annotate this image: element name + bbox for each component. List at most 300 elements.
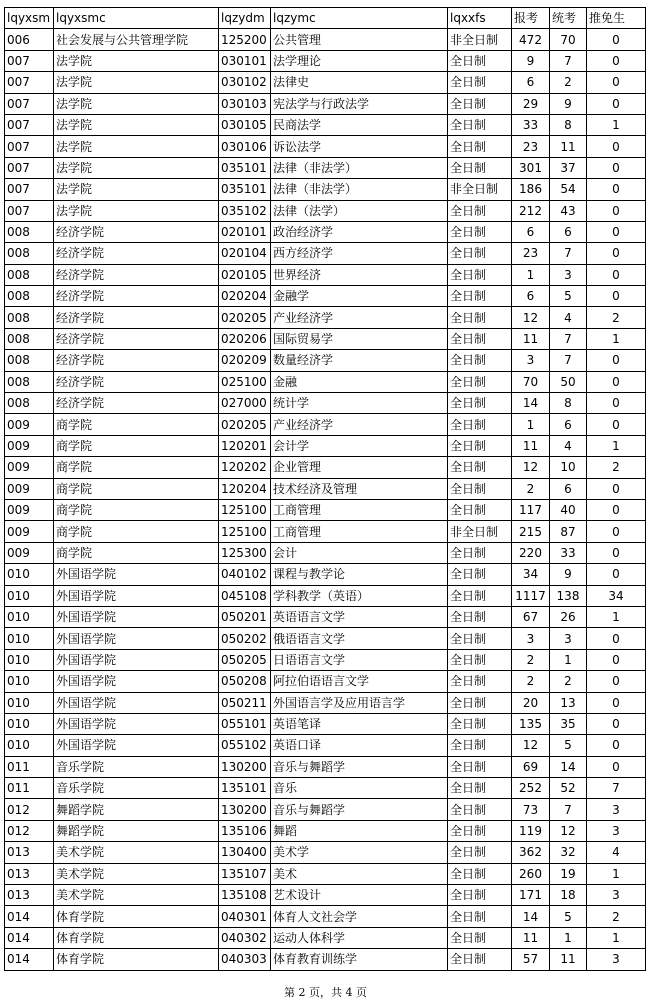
table-cell: 2 bbox=[587, 307, 646, 328]
table-cell: 008 bbox=[5, 393, 54, 414]
table-cell: 5 bbox=[550, 906, 587, 927]
table-cell: 美术学院 bbox=[54, 863, 219, 884]
table-row bbox=[5, 885, 646, 906]
table-cell: 商学院 bbox=[54, 457, 219, 478]
table-cell: 1 bbox=[587, 328, 646, 349]
table-cell: 外国语学院 bbox=[54, 735, 219, 756]
table-row bbox=[5, 671, 646, 692]
header-cell: 统考 bbox=[550, 8, 587, 29]
table-cell: 138 bbox=[550, 585, 587, 606]
table-cell: 125300 bbox=[219, 542, 271, 563]
table-cell: 全日制 bbox=[448, 628, 512, 649]
table-cell: 0 bbox=[587, 29, 646, 50]
table-cell: 2 bbox=[550, 671, 587, 692]
table-cell: 社会发展与公共管理学院 bbox=[54, 29, 219, 50]
table-cell: 西方经济学 bbox=[271, 243, 448, 264]
table-cell: 020209 bbox=[219, 350, 271, 371]
table-cell: 045108 bbox=[219, 585, 271, 606]
table-cell: 0 bbox=[587, 93, 646, 114]
table-cell: 全日制 bbox=[448, 435, 512, 456]
table-cell: 4 bbox=[550, 307, 587, 328]
table-row bbox=[5, 200, 646, 221]
table-cell: 英语口译 bbox=[271, 735, 448, 756]
table-cell: 010 bbox=[5, 606, 54, 627]
table-row bbox=[5, 585, 646, 606]
table-row bbox=[5, 927, 646, 948]
table-cell: 009 bbox=[5, 457, 54, 478]
table-row bbox=[5, 93, 646, 114]
table-cell: 全日制 bbox=[448, 756, 512, 777]
table-cell: 全日制 bbox=[448, 606, 512, 627]
table-cell: 135106 bbox=[219, 820, 271, 841]
table-cell: 7 bbox=[550, 799, 587, 820]
table-cell: 135107 bbox=[219, 863, 271, 884]
table-cell: 69 bbox=[512, 756, 550, 777]
table-cell: 9 bbox=[550, 564, 587, 585]
table-cell: 全日制 bbox=[448, 735, 512, 756]
table-cell: 120201 bbox=[219, 435, 271, 456]
table-cell: 全日制 bbox=[448, 50, 512, 71]
table-cell: 0 bbox=[587, 649, 646, 670]
table-cell: 12 bbox=[550, 820, 587, 841]
table-cell: 全日制 bbox=[448, 350, 512, 371]
table-cell: 6 bbox=[550, 478, 587, 499]
table-cell: 020105 bbox=[219, 264, 271, 285]
table-cell: 商学院 bbox=[54, 542, 219, 563]
table-cell: 商学院 bbox=[54, 435, 219, 456]
table-row bbox=[5, 564, 646, 585]
table-row bbox=[5, 499, 646, 520]
table-cell: 外国语学院 bbox=[54, 606, 219, 627]
table-cell: 125100 bbox=[219, 521, 271, 542]
table-cell: 010 bbox=[5, 649, 54, 670]
table-row bbox=[5, 799, 646, 820]
table-cell: 全日制 bbox=[448, 842, 512, 863]
table-cell: 020101 bbox=[219, 221, 271, 242]
table-cell: 英语笔译 bbox=[271, 713, 448, 734]
table-cell: 2 bbox=[550, 72, 587, 93]
table-cell: 全日制 bbox=[448, 264, 512, 285]
table-row bbox=[5, 521, 646, 542]
table-cell: 135108 bbox=[219, 885, 271, 906]
table-cell: 美术学 bbox=[271, 842, 448, 863]
table-cell: 54 bbox=[550, 179, 587, 200]
table-cell: 法律（非法学） bbox=[271, 157, 448, 178]
table-cell: 4 bbox=[550, 435, 587, 456]
table-cell: 体育学院 bbox=[54, 949, 219, 970]
table-cell: 010 bbox=[5, 564, 54, 585]
table-cell: 252 bbox=[512, 778, 550, 799]
table-cell: 0 bbox=[587, 264, 646, 285]
table-cell: 7 bbox=[550, 328, 587, 349]
table-cell: 26 bbox=[550, 606, 587, 627]
table-cell: 商学院 bbox=[54, 521, 219, 542]
header-cell: lqyxsm bbox=[5, 8, 54, 29]
table-cell: 数量经济学 bbox=[271, 350, 448, 371]
table-cell: 0 bbox=[587, 713, 646, 734]
table-row bbox=[5, 371, 646, 392]
table-cell: 0 bbox=[587, 414, 646, 435]
table-cell: 诉讼法学 bbox=[271, 136, 448, 157]
table-cell: 007 bbox=[5, 93, 54, 114]
table-row bbox=[5, 778, 646, 799]
table-cell: 2 bbox=[512, 671, 550, 692]
table-cell: 125100 bbox=[219, 499, 271, 520]
table-cell: 0 bbox=[587, 350, 646, 371]
table-cell: 52 bbox=[550, 778, 587, 799]
table-cell: 全日制 bbox=[448, 863, 512, 884]
table-cell: 9 bbox=[512, 50, 550, 71]
table-cell: 法学院 bbox=[54, 93, 219, 114]
table-cell: 3 bbox=[512, 350, 550, 371]
table-cell: 产业经济学 bbox=[271, 307, 448, 328]
table-cell: 法学院 bbox=[54, 200, 219, 221]
table-cell: 经济学院 bbox=[54, 307, 219, 328]
table-cell: 050205 bbox=[219, 649, 271, 670]
table-row bbox=[5, 606, 646, 627]
table-cell: 013 bbox=[5, 842, 54, 863]
table-cell: 008 bbox=[5, 286, 54, 307]
table-cell: 法律（法学） bbox=[271, 200, 448, 221]
table-cell: 商学院 bbox=[54, 478, 219, 499]
table-cell: 法律史 bbox=[271, 72, 448, 93]
table-cell: 全日制 bbox=[448, 499, 512, 520]
table-cell: 3 bbox=[550, 264, 587, 285]
table-cell: 全日制 bbox=[448, 414, 512, 435]
table-cell: 全日制 bbox=[448, 564, 512, 585]
table-cell: 020206 bbox=[219, 328, 271, 349]
table-cell: 外国语学院 bbox=[54, 649, 219, 670]
table-cell: 全日制 bbox=[448, 542, 512, 563]
table-cell: 007 bbox=[5, 136, 54, 157]
table-row bbox=[5, 457, 646, 478]
table-cell: 6 bbox=[550, 414, 587, 435]
table-cell: 130200 bbox=[219, 799, 271, 820]
table-cell: 全日制 bbox=[448, 393, 512, 414]
table-row bbox=[5, 350, 646, 371]
table-cell: 全日制 bbox=[448, 243, 512, 264]
table-cell: 020204 bbox=[219, 286, 271, 307]
table-cell: 1 bbox=[550, 649, 587, 670]
table-cell: 050202 bbox=[219, 628, 271, 649]
table-cell: 音乐与舞蹈学 bbox=[271, 799, 448, 820]
table-cell: 0 bbox=[587, 200, 646, 221]
table-cell: 美术 bbox=[271, 863, 448, 884]
table-cell: 012 bbox=[5, 799, 54, 820]
table-cell: 362 bbox=[512, 842, 550, 863]
table-cell: 音乐与舞蹈学 bbox=[271, 756, 448, 777]
table-cell: 020205 bbox=[219, 414, 271, 435]
header-cell: lqxxfs bbox=[448, 8, 512, 29]
table-cell: 0 bbox=[587, 756, 646, 777]
table-cell: 130400 bbox=[219, 842, 271, 863]
table-cell: 35 bbox=[550, 713, 587, 734]
table-cell: 商学院 bbox=[54, 414, 219, 435]
table-cell: 117 bbox=[512, 499, 550, 520]
table-cell: 007 bbox=[5, 200, 54, 221]
table-row bbox=[5, 863, 646, 884]
table-cell: 030102 bbox=[219, 72, 271, 93]
table-cell: 260 bbox=[512, 863, 550, 884]
table-cell: 全日制 bbox=[448, 457, 512, 478]
table-row bbox=[5, 542, 646, 563]
table-cell: 130200 bbox=[219, 756, 271, 777]
table-cell: 法学院 bbox=[54, 179, 219, 200]
table-cell: 全日制 bbox=[448, 157, 512, 178]
table-cell: 0 bbox=[587, 221, 646, 242]
table-cell: 007 bbox=[5, 157, 54, 178]
table-cell: 030106 bbox=[219, 136, 271, 157]
table-cell: 0 bbox=[587, 157, 646, 178]
table-row bbox=[5, 756, 646, 777]
table-cell: 体育人文社会学 bbox=[271, 906, 448, 927]
table-cell: 运动人体科学 bbox=[271, 927, 448, 948]
table-cell: 40 bbox=[550, 499, 587, 520]
table-cell: 11 bbox=[512, 435, 550, 456]
table-cell: 政治经济学 bbox=[271, 221, 448, 242]
table-cell: 0 bbox=[587, 692, 646, 713]
table-cell: 020104 bbox=[219, 243, 271, 264]
table-cell: 57 bbox=[512, 949, 550, 970]
table-cell: 0 bbox=[587, 286, 646, 307]
table-cell: 7 bbox=[587, 778, 646, 799]
table-row bbox=[5, 435, 646, 456]
table-cell: 3 bbox=[587, 820, 646, 841]
table-cell: 外国语学院 bbox=[54, 713, 219, 734]
table-cell: 全日制 bbox=[448, 906, 512, 927]
table-cell: 010 bbox=[5, 671, 54, 692]
table-cell: 法学院 bbox=[54, 114, 219, 135]
table-cell: 18 bbox=[550, 885, 587, 906]
table-cell: 舞蹈学院 bbox=[54, 799, 219, 820]
table-cell: 全日制 bbox=[448, 114, 512, 135]
table-cell: 2 bbox=[512, 649, 550, 670]
table-cell: 非全日制 bbox=[448, 29, 512, 50]
table-cell: 035101 bbox=[219, 157, 271, 178]
table-cell: 0 bbox=[587, 243, 646, 264]
table-cell: 11 bbox=[512, 927, 550, 948]
table-cell: 法学院 bbox=[54, 50, 219, 71]
table-cell: 全日制 bbox=[448, 692, 512, 713]
table-cell: 34 bbox=[512, 564, 550, 585]
table-cell: 金融学 bbox=[271, 286, 448, 307]
table-cell: 009 bbox=[5, 435, 54, 456]
table-cell: 008 bbox=[5, 328, 54, 349]
table-row bbox=[5, 692, 646, 713]
table-cell: 英语语言文学 bbox=[271, 606, 448, 627]
table-cell: 全日制 bbox=[448, 820, 512, 841]
header-row bbox=[5, 8, 646, 29]
table-cell: 33 bbox=[512, 114, 550, 135]
table-cell: 工商管理 bbox=[271, 499, 448, 520]
table-cell: 14 bbox=[550, 756, 587, 777]
table-cell: 008 bbox=[5, 371, 54, 392]
table-cell: 外国语学院 bbox=[54, 671, 219, 692]
table-cell: 课程与教学论 bbox=[271, 564, 448, 585]
table-cell: 经济学院 bbox=[54, 264, 219, 285]
table-cell: 世界经济 bbox=[271, 264, 448, 285]
table-cell: 1 bbox=[512, 414, 550, 435]
table-cell: 经济学院 bbox=[54, 243, 219, 264]
table-cell: 外国语学院 bbox=[54, 628, 219, 649]
table-row bbox=[5, 50, 646, 71]
table-cell: 全日制 bbox=[448, 713, 512, 734]
table-row bbox=[5, 628, 646, 649]
table-cell: 8 bbox=[550, 114, 587, 135]
table-cell: 1 bbox=[550, 927, 587, 948]
table-cell: 8 bbox=[550, 393, 587, 414]
table-cell: 法律（非法学） bbox=[271, 179, 448, 200]
table-cell: 国际贸易学 bbox=[271, 328, 448, 349]
table-cell: 008 bbox=[5, 264, 54, 285]
table-row bbox=[5, 842, 646, 863]
table-cell: 全日制 bbox=[448, 328, 512, 349]
table-cell: 全日制 bbox=[448, 307, 512, 328]
header-cell: lqzydm bbox=[219, 8, 271, 29]
table-cell: 1 bbox=[512, 264, 550, 285]
table-row bbox=[5, 393, 646, 414]
table-cell: 9 bbox=[550, 93, 587, 114]
table-cell: 50 bbox=[550, 371, 587, 392]
table-cell: 2 bbox=[587, 457, 646, 478]
table-cell: 6 bbox=[550, 221, 587, 242]
table-cell: 体育教育训练学 bbox=[271, 949, 448, 970]
table-cell: 全日制 bbox=[448, 221, 512, 242]
table-cell: 70 bbox=[512, 371, 550, 392]
table-cell: 7 bbox=[550, 350, 587, 371]
table-row bbox=[5, 243, 646, 264]
table-cell: 企业管理 bbox=[271, 457, 448, 478]
table-cell: 010 bbox=[5, 628, 54, 649]
table-row bbox=[5, 157, 646, 178]
table-cell: 020205 bbox=[219, 307, 271, 328]
table-row bbox=[5, 29, 646, 50]
table-cell: 120202 bbox=[219, 457, 271, 478]
table-cell: 0 bbox=[587, 393, 646, 414]
table-cell: 会计 bbox=[271, 542, 448, 563]
table-cell: 13 bbox=[550, 692, 587, 713]
table-row bbox=[5, 179, 646, 200]
table-cell: 055102 bbox=[219, 735, 271, 756]
table-row bbox=[5, 328, 646, 349]
table-cell: 10 bbox=[550, 457, 587, 478]
table-cell: 23 bbox=[512, 136, 550, 157]
table-row bbox=[5, 221, 646, 242]
table-cell: 技术经济及管理 bbox=[271, 478, 448, 499]
table-row bbox=[5, 114, 646, 135]
table-cell: 全日制 bbox=[448, 371, 512, 392]
table-cell: 5 bbox=[550, 286, 587, 307]
table-cell: 0 bbox=[587, 478, 646, 499]
table-cell: 009 bbox=[5, 414, 54, 435]
table-cell: 学科教学（英语） bbox=[271, 585, 448, 606]
table-cell: 013 bbox=[5, 863, 54, 884]
table-cell: 12 bbox=[512, 735, 550, 756]
table-cell: 全日制 bbox=[448, 927, 512, 948]
table-cell: 050201 bbox=[219, 606, 271, 627]
header-cell: 报考 bbox=[512, 8, 550, 29]
table-cell: 040102 bbox=[219, 564, 271, 585]
table-cell: 0 bbox=[587, 50, 646, 71]
table-cell: 0 bbox=[587, 521, 646, 542]
table-cell: 11 bbox=[550, 949, 587, 970]
table-cell: 经济学院 bbox=[54, 371, 219, 392]
table-cell: 009 bbox=[5, 499, 54, 520]
table-cell: 040303 bbox=[219, 949, 271, 970]
table-cell: 030103 bbox=[219, 93, 271, 114]
table-cell: 经济学院 bbox=[54, 328, 219, 349]
table-cell: 70 bbox=[550, 29, 587, 50]
table-cell: 经济学院 bbox=[54, 286, 219, 307]
table-cell: 0 bbox=[587, 542, 646, 563]
table-cell: 11 bbox=[512, 328, 550, 349]
table-cell: 经济学院 bbox=[54, 221, 219, 242]
table-cell: 商学院 bbox=[54, 499, 219, 520]
table-row bbox=[5, 906, 646, 927]
page-footer: 第 2 页，共 4 页 bbox=[284, 986, 367, 999]
table-cell: 67 bbox=[512, 606, 550, 627]
table-cell: 040301 bbox=[219, 906, 271, 927]
table-cell: 3 bbox=[587, 885, 646, 906]
table-cell: 301 bbox=[512, 157, 550, 178]
table-cell: 7 bbox=[550, 243, 587, 264]
table-cell: 产业经济学 bbox=[271, 414, 448, 435]
table-row bbox=[5, 307, 646, 328]
table-cell: 5 bbox=[550, 735, 587, 756]
table-cell: 全日制 bbox=[448, 72, 512, 93]
table-cell: 87 bbox=[550, 521, 587, 542]
table-cell: 3 bbox=[587, 949, 646, 970]
table-cell: 全日制 bbox=[448, 93, 512, 114]
table-cell: 统计学 bbox=[271, 393, 448, 414]
table-cell: 006 bbox=[5, 29, 54, 50]
table-cell: 19 bbox=[550, 863, 587, 884]
table-cell: 3 bbox=[587, 799, 646, 820]
table-cell: 非全日制 bbox=[448, 521, 512, 542]
table-cell: 011 bbox=[5, 778, 54, 799]
table-cell: 7 bbox=[550, 50, 587, 71]
table-cell: 全日制 bbox=[448, 286, 512, 307]
table-cell: 民商法学 bbox=[271, 114, 448, 135]
table-cell: 14 bbox=[512, 906, 550, 927]
table-cell: 经济学院 bbox=[54, 350, 219, 371]
table-cell: 008 bbox=[5, 350, 54, 371]
table-row bbox=[5, 264, 646, 285]
table-cell: 0 bbox=[587, 735, 646, 756]
table-cell: 29 bbox=[512, 93, 550, 114]
table-cell: 008 bbox=[5, 307, 54, 328]
table-cell: 33 bbox=[550, 542, 587, 563]
table-cell: 音乐学院 bbox=[54, 778, 219, 799]
table-cell: 外国语学院 bbox=[54, 585, 219, 606]
table-cell: 外国语言学及应用语言学 bbox=[271, 692, 448, 713]
table-row bbox=[5, 735, 646, 756]
table-cell: 12 bbox=[512, 457, 550, 478]
table-cell: 金融 bbox=[271, 371, 448, 392]
table-cell: 055101 bbox=[219, 713, 271, 734]
table-cell: 220 bbox=[512, 542, 550, 563]
table-cell: 007 bbox=[5, 50, 54, 71]
table-cell: 32 bbox=[550, 842, 587, 863]
table-row bbox=[5, 649, 646, 670]
table-cell: 007 bbox=[5, 114, 54, 135]
table-cell: 20 bbox=[512, 692, 550, 713]
table-cell: 舞蹈 bbox=[271, 820, 448, 841]
table-cell: 俄语语言文学 bbox=[271, 628, 448, 649]
table-cell: 全日制 bbox=[448, 949, 512, 970]
table-cell: 4 bbox=[587, 842, 646, 863]
table-cell: 472 bbox=[512, 29, 550, 50]
